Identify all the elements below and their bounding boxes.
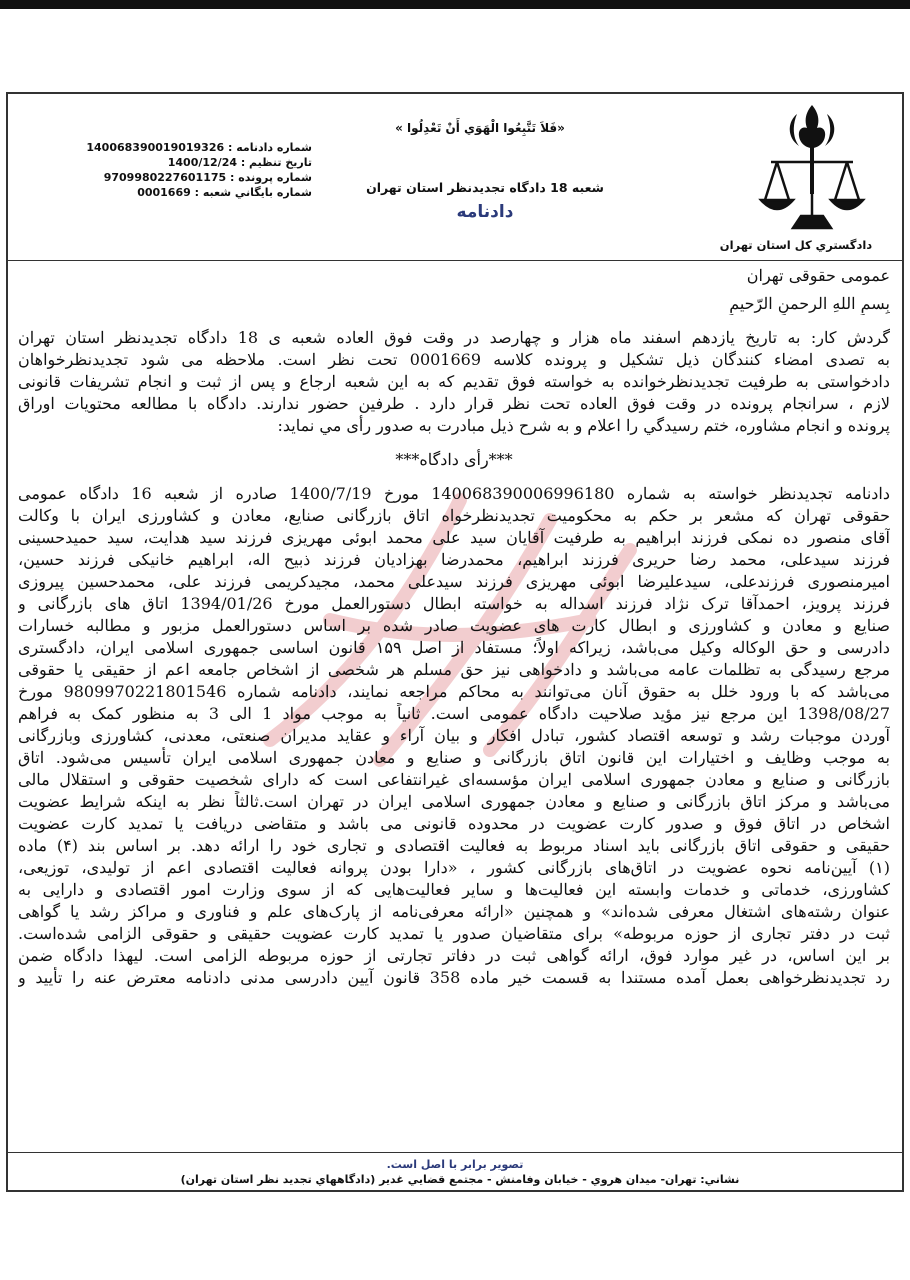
court-section-heading: عمومی حقوقی تهران bbox=[746, 266, 890, 285]
iran-emblem-icon bbox=[757, 100, 867, 235]
paragraph-line: بر این اساس، در غیر موارد فوق، ارائه گواهی ثبت در دفاتر تجارتی از حوزه مربوطه الزامی است. لیهذا دادگاه ضمن bbox=[18, 946, 890, 965]
paragraph-line: دادخواستی به طرفیت تجدیدنظرخوانده به خواسته فوق تقدیم که به این شعبه ارجاع و پس از ثبت و انجام تشریفات قانونی bbox=[18, 372, 890, 391]
header-divider bbox=[6, 260, 904, 261]
paragraph-line: مرجع رسیدگی به تظلمات عامه می‌باشد و دادخواهی نیز حق مسلم هر شخصی از اشخاص جامعه اعم از حقیقی یا حقوقی bbox=[18, 660, 890, 679]
paragraph-line: آقای منصور ده نمکی فرزند ابراهیم به طرفیت آقایان سید علی محمد ابوئی مهریزی فرزند سید هدایت، سید حمیدحسینی bbox=[18, 528, 890, 547]
branch-name: شعبه 18 دادگاه تجديدنظر استان تهران bbox=[366, 180, 604, 195]
top-border-bar bbox=[0, 0, 910, 9]
document-meta bbox=[72, 140, 312, 200]
case-number: شماره پرونده : 9709980227601175 bbox=[103, 171, 312, 184]
paragraph-line: فرزند سیدعلی، محمد رضا حریری فرزند ابراهیم، محمدرضا بهزادیان فرزند ذبیح اله، ابراهیم خانیکی فرزند حسین، bbox=[18, 550, 890, 569]
quran-verse: «فَلاَ تَتَّبِعُوا الْهَوَي أَنْ تَعْدِلُوا » bbox=[395, 121, 565, 135]
paragraph-line: ثبت در دفتر تجاری از حوزه مربوطه» برای متقاضیان صدور یا تمدید کارت عضویت حقیقی و حقوقی الزامی شده‌است. bbox=[18, 924, 890, 943]
paragraph-line: صنایع و معادن و کشاورزی و ابطال کارت های عضویت صادر شده بر اساس دستورالعمل مزبور و مطالبه خسارات bbox=[18, 616, 890, 635]
paragraph-line: رد تجدیدنظرخواهی بعمل آمده مستندا به قسمت خیر ماده 358 قانون آیین دادرسی مدنی دادنامه معترض عنه را تأیید و bbox=[18, 968, 890, 987]
verdict-body bbox=[18, 265, 890, 989]
bismillah: بِسمِ اللهِ الرحمنِ الرّحیمِ bbox=[729, 294, 890, 313]
verdict-number: شماره دادنامه : 140068390019019326 bbox=[86, 141, 312, 154]
paragraph-line: حقیقی و حقوقی اتاق بازرگانی باید اسناد مربوط به فعالیت اقتصادی و تجاری خود را ارائه دهد. بر اساس بند (۴) ماده bbox=[18, 836, 890, 855]
court-address: نشاني: تهران- ميدان هروي - خيابان وفامنش - مجتمع قضايي غدير (دادگاههاي تجديد نظر استان تهران) bbox=[180, 1173, 740, 1186]
paragraph-line: امیرمنصوری فرزندعلی، سیدعلیرضا ابوئی مهریزی فرزند سیدعلی محمد، مجیدکریمی فرزند علی، محمدحسین پیروزی bbox=[18, 572, 890, 591]
paragraph-line: به موجب وظایف و اختیارات این قانون اتاق بازرگانی و صنایع و معادن جمهوری اسلامی ایران تأسیس می‌شود. اتاق bbox=[18, 748, 890, 767]
paragraph-line: اشخاص در اتاق فوق و صدور کارت عضویت در محدوده قانونی می باشد و متقاضی دریافت یا تمدید کارت عضویت bbox=[18, 814, 890, 833]
paragraph-line: دادرسی و حق الوکاله وکیل می‌باشد، زیراکه اولاً؛ مستفاد از اصل ۱۵۹ قانون اساسی جمهوری اسلامی ایران، دادگستری bbox=[18, 638, 890, 657]
paragraph-line: آوردن موجبات رشد و توسعه اقتصاد کشور، تبادل افکار و بیان آراء و عقاید مدیران صنعتی، معدنی، کشاورزی وبازرگانی bbox=[18, 726, 890, 745]
paragraph-line: می‌باشد و مرکز اتاق بازرگانی و صنایع و معادن جمهوری اسلامی ایران در تهران است.ثالثاً نظر به اینکه شرایط عضویت bbox=[18, 792, 890, 811]
paragraph-line: عنوان رشته‌های اشتغال معرفی شده‌اند» و همچنین «ارائه معرفی‌نامه از پارک‌های علم و فناوری و مراکز رشد یا گواهی bbox=[18, 902, 890, 921]
court-name: دادگستري كل استان تهران bbox=[719, 238, 873, 252]
paragraph-line: (۱) آیین‌نامه نحوه عضویت در اتاق‌های بازرگانی کشور ، «دارا بودن پروانه فعالیت اقتصادی اعم از تولیدی، توزیعی، bbox=[18, 858, 890, 877]
issue-date: تاريخ تنظيم : 1400/12/24 bbox=[167, 156, 312, 169]
procedure-paragraph bbox=[18, 327, 890, 437]
paragraph-line: به تصدی امضاء کنندگان ذیل تشکیل و پرونده کلاسه 0001669 تحت نظر است. ملاحظه می شود تجدیدنظرخواهان bbox=[18, 350, 890, 369]
paragraph-line: حقوقی تهران که مشعر بر حکم به محکومیت تجدیدنظرخواه اتاق بازرگانی صنایع، معادن و کشاورزی ایران با وکالت bbox=[18, 506, 890, 525]
paragraph-line: لازم ، سرانجام پرونده در وقت فوق العاده تحت نظر قرار دارد . طرفین حضور ندارند. دادگاه با مطالعه محتویات اوراق bbox=[18, 394, 890, 413]
archive-number: شماره بايگاني شعبه : 0001669 bbox=[137, 186, 312, 199]
paragraph-line: فرزند پرویز، احمدآقا ترک نژاد فرزند اسداله به خواسته ابطال دستورالعمل مورخ 1394/01/26 اتاق های بازرگانی و bbox=[18, 594, 890, 613]
paragraph-line: گردش کار: به تاریخ یازدهم اسفند ماه هزار و چهارصد در وقت فوق العاده شعبه ی 18 دادگاه تجدیدنظر استان تهران bbox=[18, 328, 890, 347]
paragraph-line: پرونده و انجام مشاوره، ختم رسیدگي را اعلام و به شرح ذیل مبادرت به صدور رأی مي نماید: bbox=[277, 416, 890, 435]
certified-copy-note: تصوير برابر با اصل است. bbox=[386, 1158, 524, 1171]
footer-divider bbox=[6, 1152, 904, 1153]
ruling-paragraph bbox=[18, 483, 890, 989]
paragraph-line: می‌باشد که با ورود خلل به حقوق آنان می‌توانند به محاکم مراجعه نمایند، دادنامه شماره 9809970221801546 مورخ bbox=[18, 682, 890, 701]
document-title: دادنامه bbox=[456, 202, 514, 222]
section-title: ***رأی دادگاه*** bbox=[395, 450, 513, 469]
paragraph-line: 1398/08/27 این مرجع نیز مؤید صلاحیت دادگاه عمومی است. ثانیاً به موجب مواد 1 الی 3 به منظور کمک به فراهم bbox=[18, 704, 890, 723]
paragraph-line: بازرگانی و صنایع و معادن جمهوری اسلامی ایران مؤسسه‌ای غیرانتفاعی است که دارای شخصیت حقوقی و استقلال مالی bbox=[18, 770, 890, 789]
paragraph-line: دادنامه تجدیدنظر خواسته به شماره 140068390006996180 مورخ 1400/7/19 صادره از شعبه 16 دادگاه عمومی bbox=[18, 484, 890, 503]
paragraph-line: کشاورزی، خدماتی و خدمات وابسته این فعالیت‌ها و سایر فعالیت‌هایی که از سوی وزارت امور اقتصادی و دارایی به bbox=[18, 880, 890, 899]
